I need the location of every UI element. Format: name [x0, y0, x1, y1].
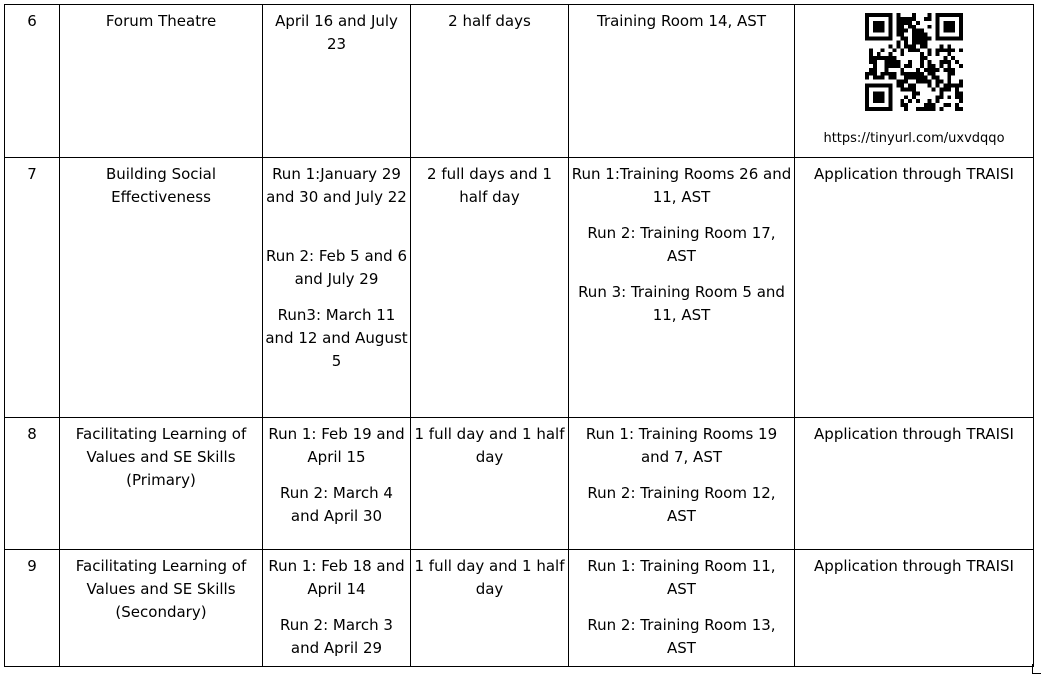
venue-cell: Run 1:Training Rooms 26 and 11, AST Run 2: Training Room 17, AST Run 3: Training Room 5 and 11, AST — [569, 158, 795, 418]
row-number-cell: 9 — [5, 550, 60, 667]
table-row — [5, 418, 1034, 550]
registration-cell: Application through TRAISI — [795, 158, 1034, 418]
row-number-cell: 6 — [5, 5, 60, 158]
dates-cell: Run 1:January 29 and 30 and July 22 Run 2: Feb 5 and 6 and July 29 Run3: March 11 and 12 and August 5 — [263, 158, 411, 418]
dates-cell: Run 1: Feb 19 and April 15 Run 2: March 4 and April 30 — [263, 418, 411, 550]
table-row — [5, 158, 1034, 418]
table-edge-marker — [1032, 664, 1041, 674]
registration-cell — [795, 5, 1034, 158]
dates-cell: April 16 and July 23 — [263, 5, 411, 158]
duration-cell: 2 half days — [411, 5, 569, 158]
registration-cell: Application through TRAISI — [795, 550, 1034, 667]
course-title-cell: Facilitating Learning of Values and SE Skills (Primary) — [60, 418, 263, 550]
duration-cell: 1 full day and 1 half day — [411, 418, 569, 550]
course-title-cell: Forum Theatre — [60, 5, 263, 158]
registration-cell: Application through TRAISI — [795, 418, 1034, 550]
table-row — [5, 5, 1034, 158]
schedule-table — [4, 4, 1034, 667]
venue-cell: Run 1: Training Room 11, AST Run 2: Training Room 13, AST — [569, 550, 795, 667]
table-row — [5, 550, 1034, 667]
row-number-cell: 8 — [5, 418, 60, 550]
duration-cell: 2 full days and 1 half day — [411, 158, 569, 418]
registration-url[interactable]: https://tinyurl.com/uxvdqqo — [823, 131, 1005, 146]
venue-cell: Training Room 14, AST — [569, 5, 795, 158]
duration-cell: 1 full day and 1 half day — [411, 550, 569, 667]
course-title-cell: Facilitating Learning of Values and SE Skills (Secondary) — [60, 550, 263, 667]
dates-cell: Run 1: Feb 18 and April 14 Run 2: March 3 and April 29 — [263, 550, 411, 667]
course-title-cell: Building Social Effectiveness — [60, 158, 263, 418]
qr-code-icon[interactable] — [865, 13, 963, 111]
venue-cell: Run 1: Training Rooms 19 and 7, AST Run 2: Training Room 12, AST — [569, 418, 795, 550]
row-number-cell: 7 — [5, 158, 60, 418]
